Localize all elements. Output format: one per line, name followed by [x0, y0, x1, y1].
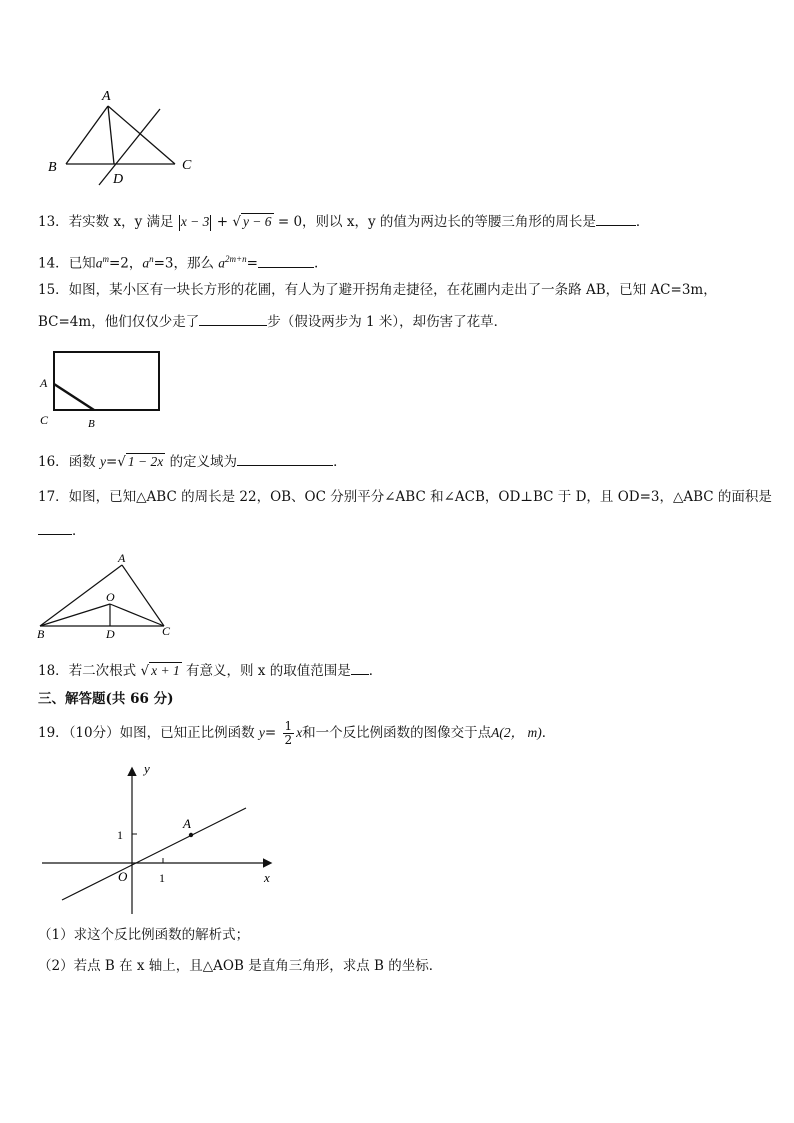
label-b: B [48, 160, 57, 175]
q16-number: 16． [38, 454, 69, 470]
q16-answer-blank[interactable] [237, 452, 333, 466]
q19-y: y [258, 725, 265, 740]
q14-exp-2mn: 2m+n [225, 254, 247, 264]
q19-x: x [296, 725, 303, 740]
q18-text-post: 有意义，则 x 的取值范围是 [186, 663, 351, 679]
flowerbed-rect [54, 352, 159, 410]
q14-eq: = [246, 255, 258, 272]
label-b: B [88, 418, 95, 430]
line-through-d [99, 109, 160, 185]
q14-mid1: =2， [108, 255, 143, 272]
q14-answer-blank[interactable] [258, 254, 314, 268]
q13-sqrt-expr: y − 6 [242, 214, 272, 229]
path-ab [54, 384, 94, 410]
q13-text-post: ，则以 x，y 的值为两边长的等腰三角形的周长是 [302, 214, 596, 230]
frac-denominator: 2 [284, 733, 293, 747]
question-19 [38, 720, 555, 747]
q18-end: ． [368, 663, 383, 679]
q13-end: ． [635, 214, 650, 230]
question-19-part2: （2）若点 B 在 x 轴上，且△AOB 是直角三角形，求点 B 的坐标． [38, 958, 443, 974]
q15-answer-blank[interactable] [199, 312, 267, 326]
q13-number: 13． [38, 214, 69, 230]
q16-text-post: 的定义域为 [169, 454, 238, 470]
label-origin: O [118, 869, 128, 884]
q16-sqrt-expr: 1 − 2x [127, 454, 164, 469]
segment-ab [66, 106, 108, 164]
q15-line2-pre: BC=4m，他们仅仅少走了 [38, 314, 200, 330]
segment-ac [108, 106, 175, 164]
q13-abs-expr: x − 3 [180, 214, 210, 229]
q13-text-pre: 若实数 x，y 满足 [68, 214, 174, 230]
figure-rectangle-path [36, 345, 171, 433]
question-19-part1: （1）求这个反比例函数的解析式； [38, 927, 250, 943]
label-d: D [106, 627, 115, 641]
label-c: C [40, 413, 49, 427]
proportional-line [62, 808, 246, 900]
q14-number: 14． [38, 255, 69, 272]
q16-eq: = [105, 454, 118, 470]
q17-end: ． [72, 523, 86, 539]
q17-answer-blank[interactable] [38, 521, 72, 535]
q14-end: . [313, 255, 319, 272]
question-16 [38, 452, 347, 471]
label-d: D [113, 172, 124, 187]
label-a: A [40, 376, 48, 390]
q19-point-a: A(2， m) [491, 725, 542, 740]
abs-bar-left [179, 215, 180, 231]
q18-sqrt-expr: x + 1 [151, 663, 180, 678]
label-c: C [162, 624, 171, 638]
q13-answer-blank[interactable] [596, 212, 636, 226]
question-15-line2 [38, 312, 507, 331]
question-18 [38, 661, 382, 680]
q16-text-pre: 函数 [68, 454, 96, 470]
q13-plus: + [216, 214, 229, 230]
q14-a1: a [95, 255, 103, 271]
question-17-line1: 17．如图，已知△ABC 的周长是 22，OB、OC 分别平分∠ABC 和∠ACB，OD⊥BC 于 D，且 OD=3，△ABC 的面积是 [38, 489, 772, 505]
q13-eq: = 0 [277, 214, 303, 230]
label-a: A [102, 89, 111, 104]
q14-a2: a [142, 255, 150, 271]
q18-answer-blank[interactable] [351, 661, 369, 675]
question-13 [38, 212, 649, 231]
label-y: y [144, 761, 150, 776]
sqrt-sign: √ [140, 663, 150, 679]
q18-text-pre: 若二次根式 [68, 663, 137, 679]
label-x-one: 1 [159, 871, 165, 885]
q19-text-post: 和一个反比例函数的图像交于点 [302, 725, 492, 741]
q14-text-pre: 已知 [68, 255, 96, 272]
section-title: 三、解答题(共 66 分) [38, 691, 174, 707]
q14-exp-n: n [149, 254, 154, 264]
question-14 [38, 250, 318, 273]
segment-ad [108, 106, 114, 164]
figure-coordinate-plane [38, 760, 283, 920]
segment-ob [40, 604, 110, 626]
label-c: C [182, 158, 192, 173]
q19-end: ． [541, 725, 556, 741]
q15-line2-post: 步（假设两步为 1 米），却伤害了花草． [267, 314, 508, 330]
q19-text-pre: （10分）如图，已知正比例函数 [68, 725, 255, 741]
fraction-one-half [283, 720, 295, 747]
q16-y: y [99, 454, 106, 469]
label-x: x [264, 870, 270, 885]
label-y-one: 1 [117, 828, 123, 842]
q19-number: 19． [38, 725, 69, 741]
q14-mid2: =3，那么 [153, 255, 214, 272]
label-o: O [106, 590, 115, 604]
q19-eq: = [264, 725, 277, 741]
frac-numerator: 1 [284, 719, 293, 733]
label-b: B [37, 627, 45, 641]
figure-triangle-abc-d [40, 85, 210, 190]
abs-bar-right [210, 215, 211, 231]
q14-a3: a [218, 255, 226, 271]
question-15-line1: 15．如图，某小区有一块长方形的花圃，有人为了避开拐角走捷径，在花圃内走出了一条路 AB，已知 AC=3m， [38, 282, 717, 298]
point-a [189, 833, 193, 837]
label-a: A [183, 816, 191, 831]
q16-end: ． [333, 454, 347, 470]
label-a: A [118, 551, 126, 565]
q18-number: 18． [38, 663, 69, 679]
question-17-line2 [38, 521, 86, 540]
sqrt-sign: √ [232, 214, 241, 230]
figure-triangle-o-d [34, 548, 184, 643]
q14-exp-m: m [102, 254, 109, 264]
sqrt-sign: √ [117, 454, 126, 470]
